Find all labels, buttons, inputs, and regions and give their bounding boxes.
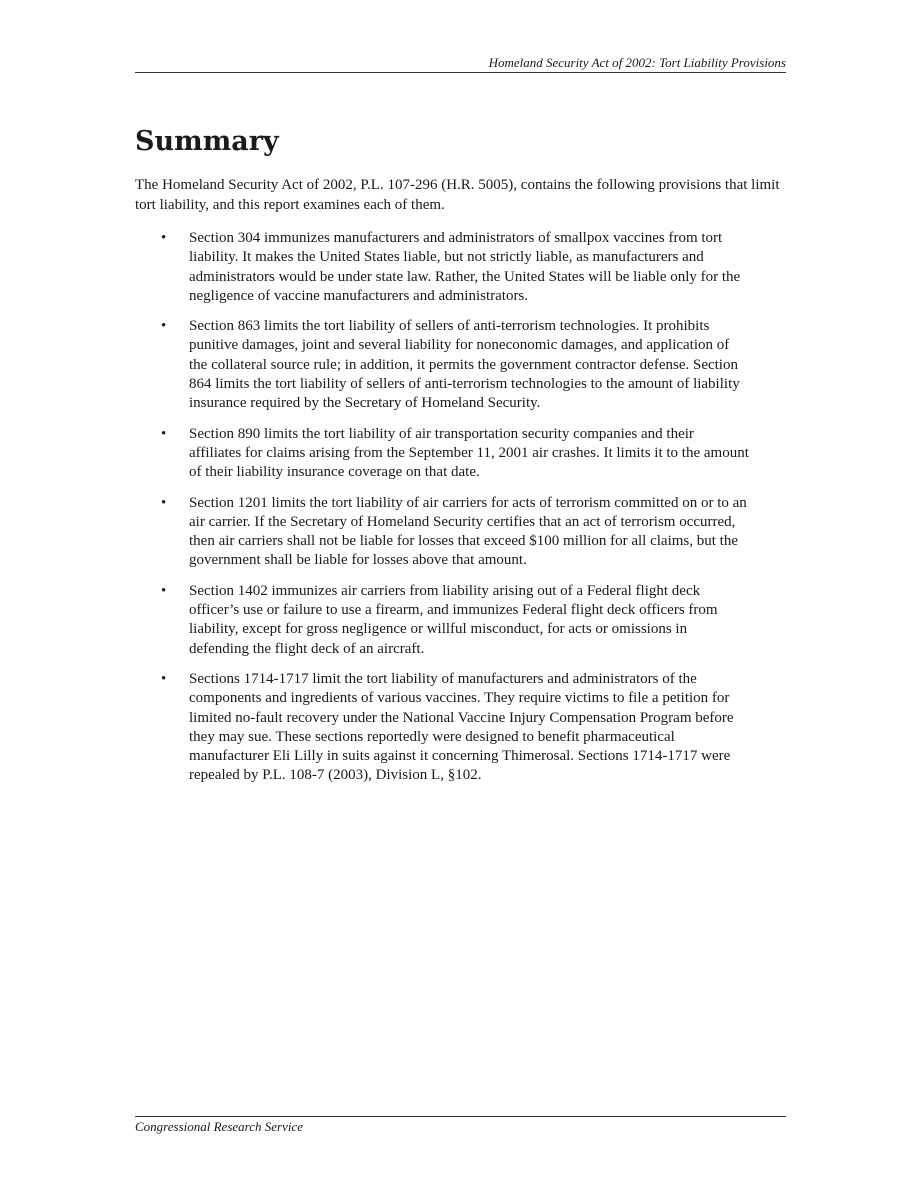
header-rule (135, 72, 786, 73)
list-item-text: Section 304 immunizes manufacturers and administrators of smallpox vaccines from tort liability. It makes the United States liable, but not strictly liable, as manufacturers and administrators would be under state law. Rather, the United States will be liable only for the negligence of vaccine manufacturers and administrators. (189, 230, 741, 304)
bullet-icon: • (161, 318, 167, 335)
list-item-text: Section 863 limits the tort liability of sellers of anti-terrorism technologies. It prohibits punitive damages, joint and several liability for noneconomic damages, and application of the collateral source rule; in addition, it permits the government contractor defense. Section 864 limits the tort liability of sellers of anti-terrorism technologies to the amount of liability insurance required by the Secretary of Homeland Security. (189, 318, 740, 412)
list-item-text: Sections 1714-1717 limit the tort liability of manufacturers and administrators of the components and ingredients of various vaccines. They require victims to file a petition for limited no-fault recovery under the National Vaccine Injury Compensation Program before they may sue. These sections reportedly were designed to benefit pharmaceutical manufacturer Eli Lilly in suits against it concerning Thimerosal. Sections 1714-1717 were repealed by P.L. 108-7 (2003), Division L, §102. (189, 670, 734, 784)
list-item (161, 494, 749, 571)
list-item (161, 317, 749, 413)
bullet-icon: • (161, 494, 167, 511)
footer-rule (135, 1116, 786, 1117)
list-item (161, 582, 749, 659)
list-item-text: Section 1201 limits the tort liability of air carriers for acts of terrorism committed on or to an air carrier. If the Secretary of Homeland Security certifies that an act of terrorism occurred, then air carriers shall not be liable for losses that exceed $100 million for all claims, but the government shall be liable for losses above that amount. (189, 494, 747, 569)
list-item (161, 425, 749, 483)
bullet-icon: • (161, 230, 167, 246)
bullet-icon: • (161, 425, 167, 442)
list-item-text: Section 890 limits the tort liability of air transportation security companies and their affiliates for claims arising from the September 11, 2001 air crashes. It limits it to the amount of their liability insurance coverage on that date. (189, 425, 749, 481)
provisions-list (161, 229, 749, 797)
list-item-text: Section 1402 immunizes air carriers from liability arising out of a Federal flight deck officer’s use or failure to use a firearm, and immunizes Federal flight deck officers from liability, except for gross negligence or willful misconduct, for acts or omissions in defending the flight deck of an aircraft. (189, 582, 718, 657)
running-header: Homeland Security Act of 2002: Tort Liability Provisions (488, 55, 786, 70)
bullet-icon: • (161, 670, 167, 687)
section-heading: Summary (135, 126, 279, 157)
list-item (161, 229, 749, 306)
list-item (161, 670, 749, 786)
running-footer: Congressional Research Service (135, 1119, 303, 1134)
intro-paragraph: The Homeland Security Act of 2002, P.L. 107-296 (H.R. 5005), contains the following provisions that limit tort liability, and this report examines each of them. (135, 177, 780, 213)
bullet-icon: • (161, 582, 167, 599)
